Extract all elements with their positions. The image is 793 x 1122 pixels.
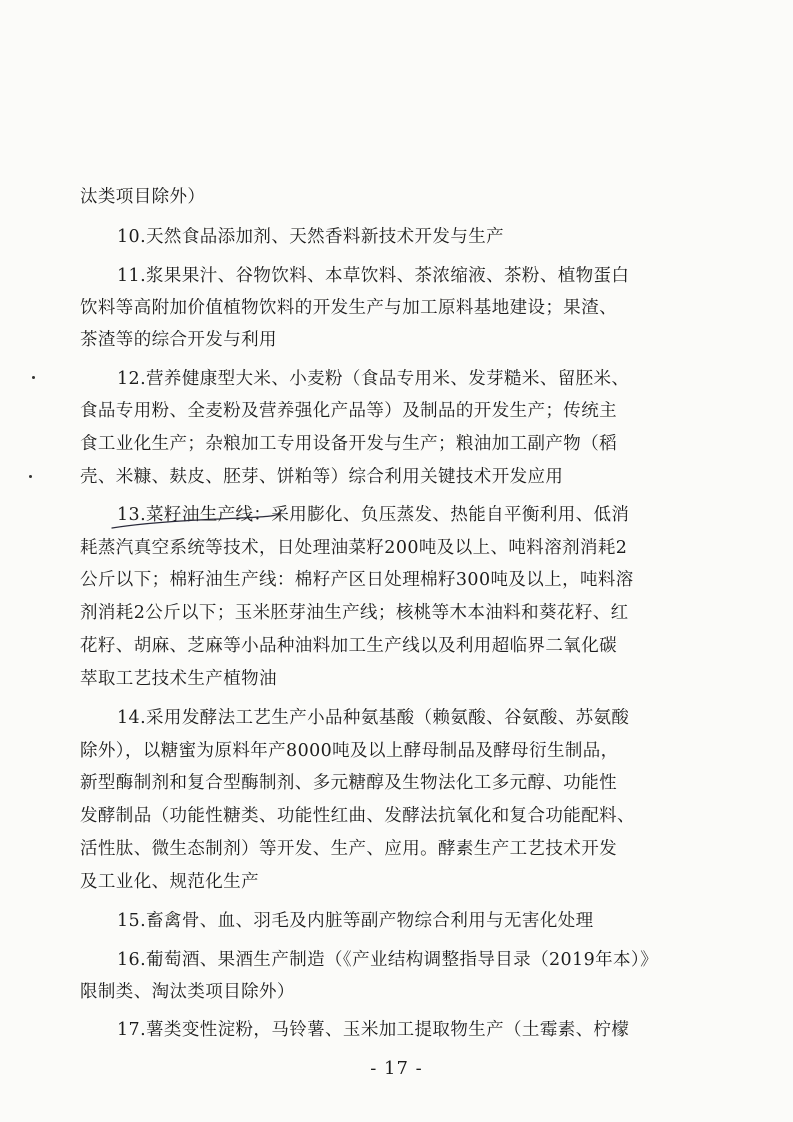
text-line: 公斤以下；棉籽油生产线：棉籽产区日处理棉籽300吨及以上，吨料溶 [80,570,634,590]
scan-speck [32,376,35,379]
text-line: 耗蒸汽真空系统等技术，日处理油菜籽200吨及以上、吨料溶剂消耗2 [80,538,628,558]
scan-speck [29,475,32,478]
text-line: 饮料等高附加价值植物饮料的开发生产与加工原料基地建设；果渣、 [80,298,617,318]
text-line: 10.天然食品添加剂、天然香料新技术开发与生产 [117,227,505,247]
text-line: 食品专用粉、全麦粉及营养强化产品等）及制品的开发生产；传统主 [80,401,617,421]
text-line: 16.葡萄酒、果酒生产制造（《产业结构调整指导目录（2019年本）》 [117,950,658,970]
text-line: 除外），以糖蜜为原料年产8000吨及以上酵母制品及酵母衍生制品， [80,741,619,761]
text-line: 14.采用发酵法工艺生产小品种氨基酸（赖氨酸、谷氨酸、苏氨酸 [117,708,630,728]
text-line: 新型酶制剂和复合型酶制剂、多元糖醇及生物法化工多元醇、功能性 [80,773,617,793]
text-line: 壳、米糠、麸皮、胚芽、饼粕等）综合利用关键技术开发应用 [80,467,564,487]
text-line: 13.菜籽油生产线：采用膨化、负压蒸发、热能自平衡利用、低消 [117,505,630,525]
text-line: 食工业化生产；杂粮加工专用设备开发与生产；粮油加工副产物（稻 [80,434,617,454]
text-line: 花籽、胡麻、芝麻等小品种油料加工生产线以及利用超临界二氧化碳 [80,636,617,656]
text-line: 15.畜禽骨、血、羽毛及内脏等副产物综合利用与无害化处理 [117,911,594,931]
text-line: 萃取工艺技术生产植物油 [80,669,277,689]
text-line: 发酵制品（功能性糖类、功能性红曲、发酵法抗氧化和复合功能配料、 [80,806,635,826]
text-line: 12.营养健康型大米、小麦粉（食品专用米、发芽糙米、留胚米、 [117,369,630,389]
text-line: 剂消耗2公斤以下；玉米胚芽油生产线；核桃等木本油料和葵花籽、红 [80,603,629,623]
text-line: 茶渣等的综合开发与利用 [80,330,277,350]
text-line: 活性肽、微生态制剂）等开发、生产、应用。酵素生产工艺技术开发 [80,839,617,859]
text-line: 11.浆果果汁、谷物饮料、本草饮料、茶浓缩液、茶粉、植物蛋白 [117,266,630,286]
text-line: 汰类项目除外） [80,187,206,207]
text-line: 17.薯类变性淀粉，马铃薯、玉米加工提取物生产（土霉素、柠檬 [117,1020,630,1040]
text-line: 及工业化、规范化生产 [80,872,259,892]
text-line: 限制类、淘汰类项目除外） [80,982,295,1002]
page-number: - 17 - [370,1058,423,1079]
